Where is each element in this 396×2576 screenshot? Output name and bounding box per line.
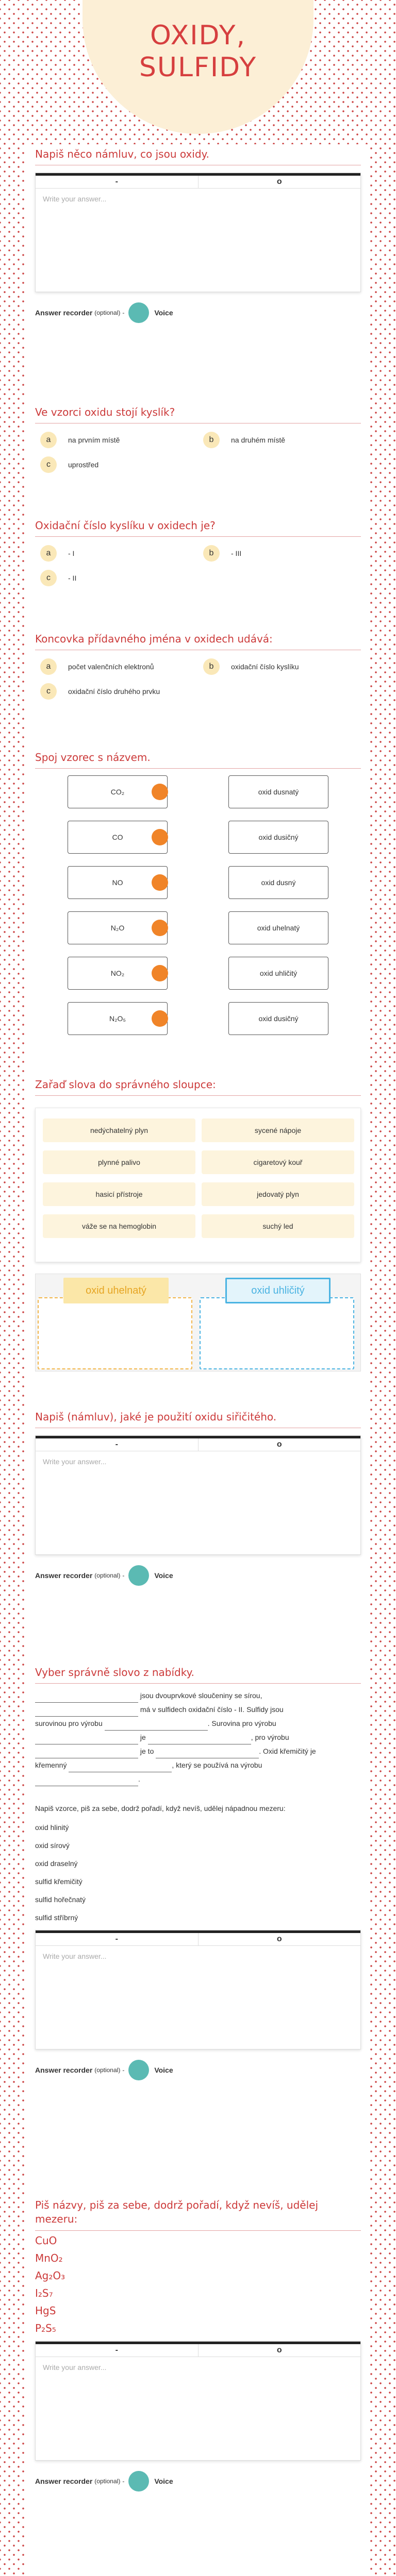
- match-name: oxid dusičný: [228, 1002, 328, 1035]
- option-text: - II: [68, 574, 77, 582]
- cloze-part: křemenný: [35, 1761, 67, 1769]
- cloze-part: . Surovina pro výrobu: [207, 1719, 276, 1727]
- match-formula: N₂O: [68, 911, 168, 944]
- answer-toolbar: [36, 173, 360, 189]
- match-handle-left[interactable]: [152, 1010, 168, 1027]
- question-title: Spoj vzorec s názvem.: [35, 751, 361, 769]
- answer-box[interactable]: [35, 1930, 361, 2049]
- voice-record-button[interactable]: [128, 1565, 149, 1586]
- cloze-part: .: [138, 1775, 140, 1783]
- cloze-part: je: [140, 1733, 146, 1741]
- header-badge: [82, 0, 314, 134]
- options: [35, 655, 361, 707]
- drag-card[interactable]: hasicí přístroje: [43, 1182, 195, 1206]
- match-name: oxid dusnatý: [228, 775, 328, 808]
- formula-item: HgS: [35, 2304, 56, 2317]
- option-letter: c: [40, 456, 57, 473]
- voice-label: Voice: [154, 1571, 173, 1580]
- match-handle-left[interactable]: [152, 829, 168, 845]
- list-item: sulfid křemičitý: [35, 1877, 82, 1886]
- answer-recorder: [35, 301, 361, 324]
- cloze-part: , pro výrobu: [251, 1733, 289, 1741]
- option-text: uprostřed: [68, 461, 99, 469]
- page-title: OXIDY, SULFIDY: [139, 20, 257, 83]
- option-a[interactable]: [40, 545, 74, 562]
- formula-item: CuO: [35, 2234, 57, 2247]
- voice-record-button[interactable]: [128, 302, 149, 323]
- cloze-part: jsou dvouprvkové sloučeniny se sírou,: [140, 1691, 262, 1700]
- answer-box[interactable]: [35, 2341, 361, 2461]
- recorder-dash: -: [122, 2066, 125, 2074]
- question-2: [35, 405, 361, 480]
- match-row: [68, 1002, 328, 1035]
- match-row: [68, 775, 328, 808]
- match-name: oxid dusičný: [228, 821, 328, 854]
- formula-list: [35, 2232, 361, 2337]
- recorder-dash: -: [122, 1572, 125, 1579]
- drag-card[interactable]: suchý led: [202, 1214, 354, 1238]
- cloze-part: , který se používá na výrobu: [172, 1761, 262, 1769]
- match-formula: N₂O₅: [68, 1002, 168, 1035]
- category-label: oxid uhličitý: [225, 1278, 331, 1303]
- voice-label: Voice: [154, 2066, 173, 2074]
- drag-card[interactable]: sycené nápoje: [202, 1118, 354, 1142]
- match-name: oxid dusný: [228, 866, 328, 899]
- question-title: Napiš něco námluv, co jsou oxidy.: [35, 147, 361, 165]
- match-handle-left[interactable]: [152, 784, 168, 800]
- answer-input[interactable]: Write your answer...: [43, 195, 107, 203]
- toolbar-o-button[interactable]: o: [198, 1438, 361, 1451]
- answer-box[interactable]: [35, 173, 361, 292]
- question-8: [35, 1666, 361, 2081]
- recorder-label: Answer recorder: [35, 2066, 93, 2074]
- question-title: Napiš (námluv), jaké je použití oxidu siřičitého.: [35, 1410, 361, 1428]
- cloze-blank[interactable]: [35, 1702, 138, 1703]
- option-letter: c: [40, 683, 57, 700]
- recorder-dash: -: [122, 2478, 125, 2485]
- option-text: na druhém místě: [231, 436, 286, 444]
- instructions: Napiš vzorce, piš za sebe, dodrž pořadí, když nevíš, udělej nápadnou mezeru:: [35, 1804, 286, 1812]
- match-row: [68, 911, 328, 944]
- drag-card-pool: [35, 1108, 361, 1262]
- answer-toolbar: [36, 1930, 360, 1946]
- match-handle-left[interactable]: [152, 965, 168, 981]
- answer-input[interactable]: Write your answer...: [43, 2363, 107, 2371]
- option-letter: b: [203, 432, 220, 448]
- recorder-optional: (optional): [94, 2066, 121, 2074]
- recorder-dash: -: [122, 309, 125, 316]
- option-letter: a: [40, 545, 57, 562]
- option-letter: c: [40, 570, 57, 586]
- options: [35, 429, 361, 480]
- recorder-label: Answer recorder: [35, 2477, 93, 2485]
- option-b[interactable]: [203, 432, 285, 448]
- match-handle-left[interactable]: [152, 920, 168, 936]
- question-1: [35, 147, 361, 324]
- voice-label: Voice: [154, 2477, 173, 2485]
- options: [35, 542, 361, 594]
- question-3: [35, 519, 361, 594]
- option-text: na prvním místě: [68, 436, 120, 444]
- question-6: [35, 1078, 361, 1366]
- option-text: - I: [68, 549, 75, 557]
- option-text: - III: [231, 549, 242, 557]
- drag-card[interactable]: váže se na hemoglobin: [43, 1214, 195, 1238]
- recorder-label: Answer recorder: [35, 309, 93, 317]
- option-a[interactable]: [40, 432, 120, 448]
- question-title: Piš názvy, piš za sebe, dodrž pořadí, když nevíš, udělej mezeru:: [35, 2198, 361, 2231]
- option-letter: b: [203, 658, 220, 675]
- drag-card[interactable]: plynné palivo: [43, 1150, 195, 1174]
- item-list: [35, 1819, 361, 1927]
- match-formula: CO: [68, 821, 168, 854]
- option-text: počet valenčních elektronů: [68, 663, 154, 671]
- formula-item: I₂S₇: [35, 2287, 53, 2299]
- list-item: sulfid stříbrný: [35, 1913, 78, 1922]
- match-name: oxid uhličitý: [228, 957, 328, 990]
- answer-box[interactable]: [35, 1435, 361, 1555]
- list-item: oxid sírový: [35, 1841, 70, 1850]
- match-row: [68, 957, 328, 990]
- cloze-part: má v sulfidech oxidační číslo - II. Sulfidy jsou: [140, 1705, 284, 1714]
- match-formula: NO: [68, 866, 168, 899]
- toolbar-o-button[interactable]: o: [198, 176, 361, 188]
- toolbar-minus-button[interactable]: -: [115, 2346, 118, 2354]
- option-c[interactable]: [40, 456, 98, 473]
- recorder-optional: (optional): [94, 1572, 121, 1579]
- answer-input[interactable]: Write your answer...: [43, 1458, 107, 1466]
- toolbar-minus-button[interactable]: -: [115, 1935, 118, 1943]
- list-item: sulfid hořečnatý: [35, 1895, 86, 1904]
- category-dropzone-oxid-uhlicity[interactable]: [200, 1284, 354, 1369]
- recorder-optional: (optional): [94, 309, 121, 316]
- question-title: Zařaď slova do správného sloupce:: [35, 1078, 361, 1096]
- question-9: [35, 2198, 361, 2493]
- answer-recorder: [35, 1564, 361, 1587]
- toolbar-o-button[interactable]: o: [198, 2344, 361, 2357]
- question-title: Ve vzorci oxidu stojí kyslík?: [35, 405, 361, 423]
- cloze-text: [35, 1689, 361, 1786]
- answer-recorder: [35, 2059, 361, 2081]
- category-label: oxid uhelnatý: [63, 1278, 169, 1303]
- match-row: [68, 866, 328, 899]
- recorder-optional: (optional): [94, 2478, 121, 2485]
- option-text: oxidační číslo kyslíku: [231, 663, 299, 671]
- option-a[interactable]: [40, 658, 154, 675]
- category-area: [35, 1274, 361, 1371]
- option-text: oxidační číslo druhého prvku: [68, 687, 160, 696]
- formula-item: MnO₂: [35, 2252, 63, 2264]
- answer-toolbar: [36, 1436, 360, 1451]
- cloze-blank[interactable]: [105, 1730, 208, 1731]
- question-title: Vyber správně slovo z nabídky.: [35, 1666, 361, 1684]
- toolbar-minus-button[interactable]: -: [115, 1440, 118, 1449]
- option-b[interactable]: [203, 658, 299, 675]
- formula-item: Ag₂O₃: [35, 2269, 65, 2282]
- question-5: [35, 751, 361, 1055]
- question-4: [35, 632, 361, 707]
- toolbar-minus-button[interactable]: -: [115, 177, 118, 186]
- question-title: Oxidační číslo kyslíku v oxidech je?: [35, 519, 361, 537]
- match-name: oxid uhelnatý: [228, 911, 328, 944]
- drag-card[interactable]: jedovatý plyn: [202, 1182, 354, 1206]
- option-c[interactable]: [40, 683, 160, 700]
- list-item: oxid draselný: [35, 1859, 78, 1868]
- match-formula: NO₂: [68, 957, 168, 990]
- question-title: Koncovka přídavného jména v oxidech udává:: [35, 632, 361, 650]
- cloze-part: surovinou pro výrobu: [35, 1719, 103, 1727]
- drag-card[interactable]: cigaretový kouř: [202, 1150, 354, 1174]
- match-handle-left[interactable]: [152, 874, 168, 891]
- toolbar-o-button[interactable]: o: [198, 1933, 361, 1945]
- match-formula: CO₂: [68, 775, 168, 808]
- voice-record-button[interactable]: [128, 2060, 149, 2080]
- answer-input[interactable]: Write your answer...: [43, 1952, 107, 1960]
- option-letter: b: [203, 545, 220, 562]
- question-7: [35, 1410, 361, 1587]
- voice-label: Voice: [154, 309, 173, 317]
- drag-card[interactable]: nedýchatelný plyn: [43, 1118, 195, 1142]
- option-letter: a: [40, 432, 57, 448]
- recorder-label: Answer recorder: [35, 1571, 93, 1580]
- cloze-part: . Oxid křemičitý je: [259, 1747, 316, 1755]
- formula-item: P₂S₅: [35, 2322, 56, 2334]
- answer-toolbar: [36, 2342, 360, 2357]
- option-c[interactable]: [40, 570, 76, 586]
- cloze-blank[interactable]: [35, 1716, 138, 1717]
- cloze-part: je to: [140, 1747, 154, 1755]
- list-item: oxid hlinitý: [35, 1823, 69, 1832]
- voice-record-button[interactable]: [128, 2471, 149, 2492]
- match-row: [68, 821, 328, 854]
- option-b[interactable]: [203, 545, 241, 562]
- category-dropzone-oxid-uhelnaty[interactable]: [38, 1284, 192, 1369]
- option-letter: a: [40, 658, 57, 675]
- answer-recorder: [35, 2470, 361, 2493]
